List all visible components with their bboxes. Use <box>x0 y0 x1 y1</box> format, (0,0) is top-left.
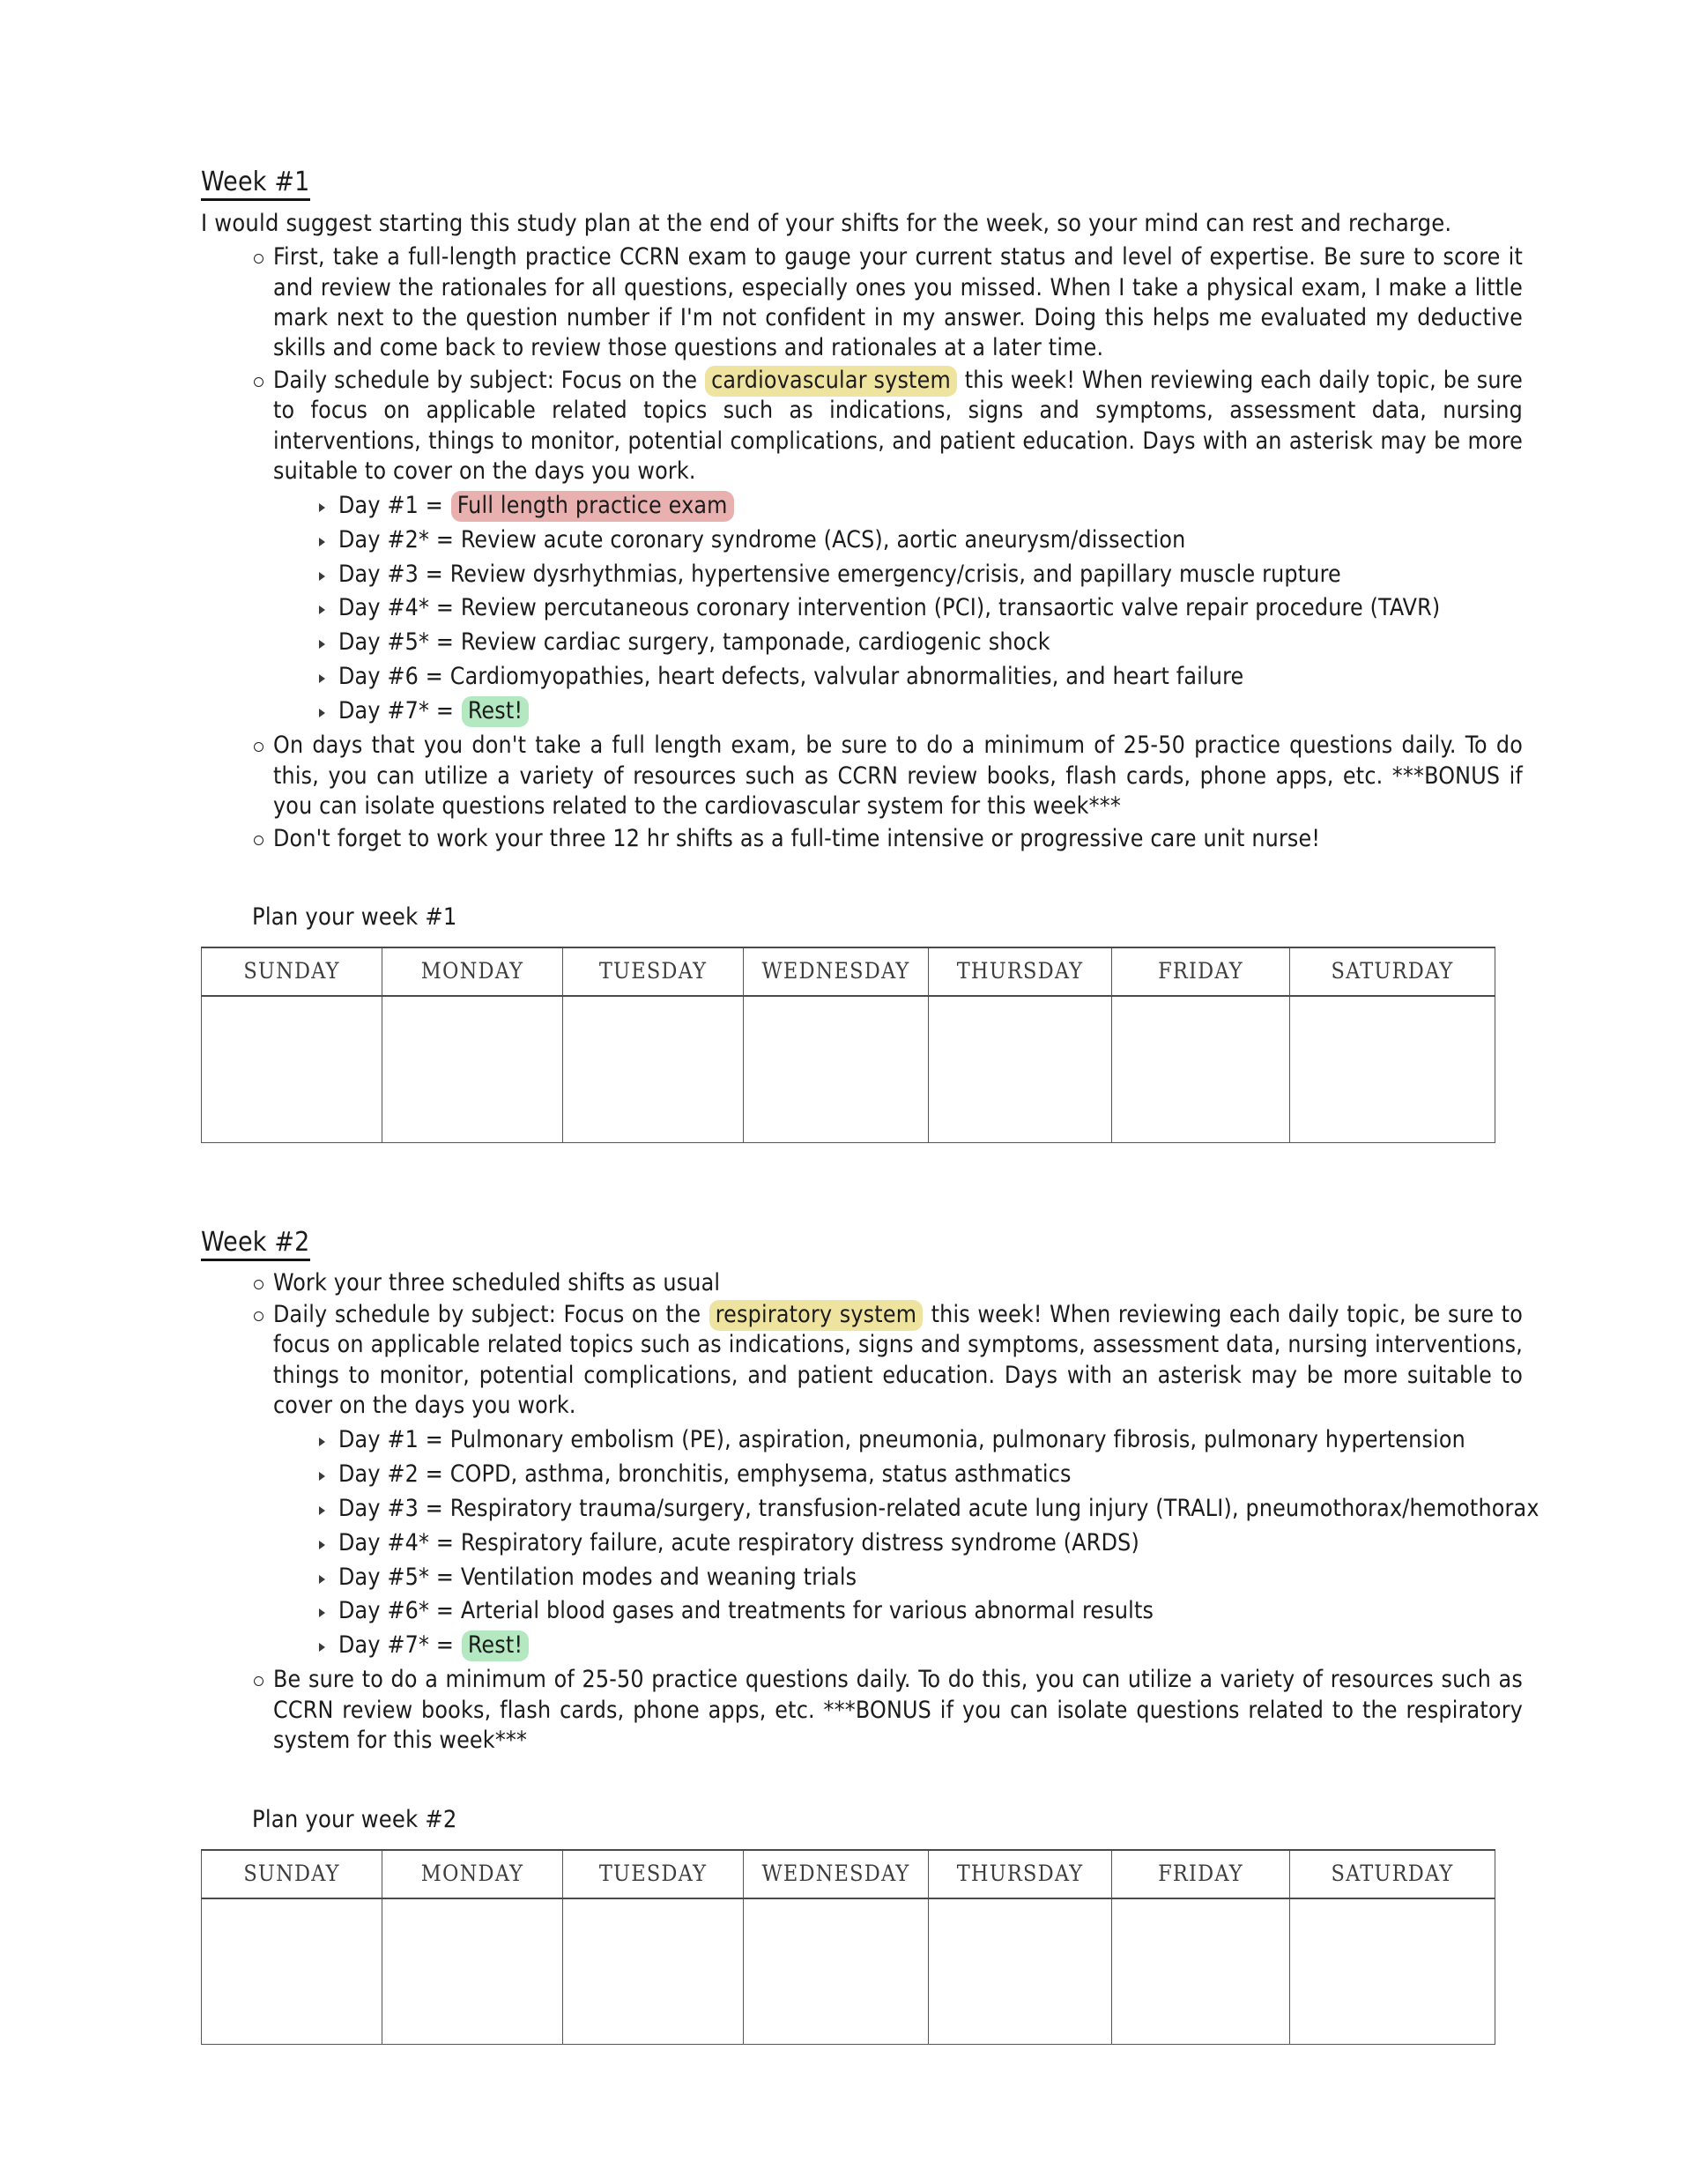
day-label: Day #7* = <box>338 1631 461 1660</box>
planner-header <box>202 1850 1495 1898</box>
column-header-friday: FRIDAY <box>1112 947 1290 996</box>
daily-schedule-post-text: this week! When reviewing each daily topic, be sure to focus on applicable related topics such as indications, signs and symptoms, assessment data, nursing interventions, things to monitor, potential complications, and patient education. Days with an asterisk may be more suitable to cover on the days you work. <box>273 366 1523 486</box>
day-text: Review cardiac surgery, tamponade, cardiogenic shock <box>460 628 1050 657</box>
day-label: Day #2 = <box>338 1460 450 1488</box>
week-1-section <box>201 167 1523 1143</box>
week-2-day-list <box>273 1423 1539 1664</box>
column-header-thursday: THURSDAY <box>929 1850 1112 1898</box>
week-2-heading: Week #2 <box>201 1228 310 1261</box>
column-header-monday: MONDAY <box>382 947 563 996</box>
planner-body <box>202 1898 1495 2045</box>
day-item <box>315 1629 1523 1663</box>
day-label: Day #4* = <box>338 594 461 622</box>
week-2-section <box>201 1226 1539 2046</box>
column-header-tuesday: TUESDAY <box>563 1850 744 1898</box>
bullet-work-scheduled-shifts: Work your three scheduled shifts as usual <box>252 1268 1523 1298</box>
week-1-bullet-list <box>201 242 1523 854</box>
day-label: Day #6* = <box>338 1597 461 1625</box>
bullet-practice-questions: Be sure to do a minimum of 25-50 practice questions daily. To do this, you can utilize a variety of resources such as CCRN review books, flash cards, phone apps, etc. ***BONUS if you can isolate questions related to the respiratory system for this week*** <box>252 1665 1523 1756</box>
planner-cell-wednesday[interactable] <box>744 1898 929 2045</box>
week-2-bullet-list <box>201 1268 1539 1757</box>
plan-your-week-2-caption: Plan your week #2 <box>252 1805 457 1833</box>
day-label: Day #1 = <box>338 491 450 519</box>
section-spacer <box>201 1143 1523 1228</box>
day-item <box>315 1561 1523 1595</box>
planner-cell-tuesday[interactable] <box>563 1898 744 2045</box>
day-label: Day #6 = <box>338 663 450 691</box>
column-header-sunday: SUNDAY <box>202 1850 382 1898</box>
day-item <box>315 524 1523 558</box>
day-item <box>315 489 1523 524</box>
planner-cell-monday[interactable] <box>382 996 563 1142</box>
planner-cell-saturday[interactable] <box>1290 996 1495 1142</box>
day-text: Cardiomyopathies, heart defects, valvular abnormalities, and heart failure <box>449 663 1244 691</box>
bullet-first-practice-exam: First, take a full-length practice CCRN exam to gauge your current status and level of expertise. Be sure to score it and review the rationales for all questions, especially ones you missed. When I take a physical exam, I make a little mark next to the question number if I'm not confident in my answer. Doing this helps me evaluated my deductive skills and come back to review those questions and rationales at a later time. <box>252 242 1523 364</box>
day-item <box>315 695 1523 729</box>
day-label: Day #4* = <box>338 1528 461 1556</box>
column-header-saturday: SATURDAY <box>1290 947 1495 996</box>
column-header-friday: FRIDAY <box>1112 1850 1290 1898</box>
highlight-rest: Rest! <box>462 1631 529 1661</box>
table-row <box>202 996 1495 1142</box>
column-header-monday: MONDAY <box>382 1850 563 1898</box>
day-item <box>315 1458 1523 1492</box>
day-item <box>315 660 1523 695</box>
planner-cell-thursday[interactable] <box>929 1898 1112 2045</box>
day-label: Day #3 = <box>338 1494 450 1522</box>
day-item <box>315 1527 1523 1561</box>
column-header-tuesday: TUESDAY <box>563 947 744 996</box>
planner-cell-friday[interactable] <box>1112 996 1290 1142</box>
day-item <box>315 1594 1523 1629</box>
planner-body <box>202 996 1495 1142</box>
planner-cell-friday[interactable] <box>1112 1898 1290 2045</box>
week-1-intro: I would suggest starting this study plan at the end of your shifts for the week, so your mind can rest and recharge. <box>201 210 1452 237</box>
bullet-daily-schedule <box>252 1300 1539 1663</box>
day-text: Ventilation modes and weaning trials <box>460 1563 857 1591</box>
day-label: Day #1 = <box>338 1425 450 1453</box>
week-1-heading: Week #1 <box>201 167 310 201</box>
table-row <box>202 1898 1495 2045</box>
planner-header-row <box>202 947 1495 996</box>
column-header-sunday: SUNDAY <box>202 947 382 996</box>
planner-cell-sunday[interactable] <box>202 1898 382 2045</box>
week-1-planner-table <box>201 947 1495 1143</box>
planner-cell-tuesday[interactable] <box>563 996 744 1142</box>
week-2-planner-table <box>201 1849 1495 2046</box>
day-label: Day #5* = <box>338 628 461 657</box>
highlight-full-length-practice-exam: Full length practice exam <box>451 491 734 522</box>
planner-header-row <box>202 1850 1495 1898</box>
planner-cell-wednesday[interactable] <box>744 996 929 1142</box>
day-item <box>315 558 1523 592</box>
highlight-respiratory-system: respiratory system <box>709 1300 923 1331</box>
week-1-day-list <box>273 489 1523 730</box>
day-text: Respiratory failure, acute respiratory distress syndrome (ARDS) <box>460 1528 1139 1556</box>
day-item <box>315 1423 1523 1458</box>
day-label: Day #5* = <box>338 1563 461 1591</box>
column-header-wednesday: WEDNESDAY <box>744 947 929 996</box>
day-text: Review acute coronary syndrome (ACS), aortic aneurysm/dissection <box>460 525 1186 553</box>
day-text: Review dysrhythmias, hypertensive emergency/crisis, and papillary muscle rupture <box>449 560 1341 588</box>
day-text: Review percutaneous coronary intervention (PCI), transaortic valve repair procedure (TAVR) <box>460 594 1441 622</box>
highlight-cardiovascular-system: cardiovascular system <box>705 366 957 397</box>
column-header-thursday: THURSDAY <box>929 947 1112 996</box>
daily-schedule-pre-text: Daily schedule by subject: Focus on the <box>273 1300 709 1328</box>
day-text: COPD, asthma, bronchitis, emphysema, status asthmatics <box>449 1460 1072 1488</box>
bullet-work-shifts: Don't forget to work your three 12 hr shifts as a full-time intensive or progressive care unit nurse! <box>252 824 1523 854</box>
planner-cell-saturday[interactable] <box>1290 1898 1495 2045</box>
daily-schedule-post-text: this week! When reviewing each daily topic, be sure to focus on applicable related topics such as indications, signs and symptoms, assessment data, nursing interventions, things to monitor, potential complications, and patient education. Days with an asterisk may be more suitable to cover on the days you work. <box>273 1300 1524 1420</box>
day-item <box>315 591 1523 626</box>
planner-header <box>202 947 1495 996</box>
planner-cell-sunday[interactable] <box>202 996 382 1142</box>
bullet-practice-questions: On days that you don't take a full length exam, be sure to do a minimum of 25-50 practice questions daily. To do this, you can utilize a variety of resources such as CCRN review books, flash cards, phone apps, etc. ***BONUS if you can isolate questions related to the cardiovascular system for this week*** <box>252 731 1523 821</box>
day-item <box>315 626 1523 660</box>
bullet-daily-schedule <box>252 366 1523 729</box>
day-label: Day #3 = <box>338 560 450 588</box>
column-header-wednesday: WEDNESDAY <box>744 1850 929 1898</box>
day-text: Respiratory trauma/surgery, transfusion-related acute lung injury (TRALI), pneumothorax/hemothorax <box>449 1494 1539 1522</box>
daily-schedule-pre-text: Daily schedule by subject: Focus on the <box>273 366 705 394</box>
day-text: Pulmonary embolism (PE), aspiration, pneumonia, pulmonary fibrosis, pulmonary hypertension <box>449 1425 1465 1453</box>
planner-cell-thursday[interactable] <box>929 996 1112 1142</box>
plan-your-week-1-caption: Plan your week #1 <box>252 903 457 932</box>
day-text: Arterial blood gases and treatments for various abnormal results <box>460 1597 1154 1625</box>
planner-cell-monday[interactable] <box>382 1898 563 2045</box>
day-label: Day #7* = <box>338 697 461 725</box>
day-item <box>315 1492 1539 1527</box>
column-header-saturday: SATURDAY <box>1290 1850 1495 1898</box>
day-label: Day #2* = <box>338 525 461 553</box>
highlight-rest: Rest! <box>462 696 529 727</box>
